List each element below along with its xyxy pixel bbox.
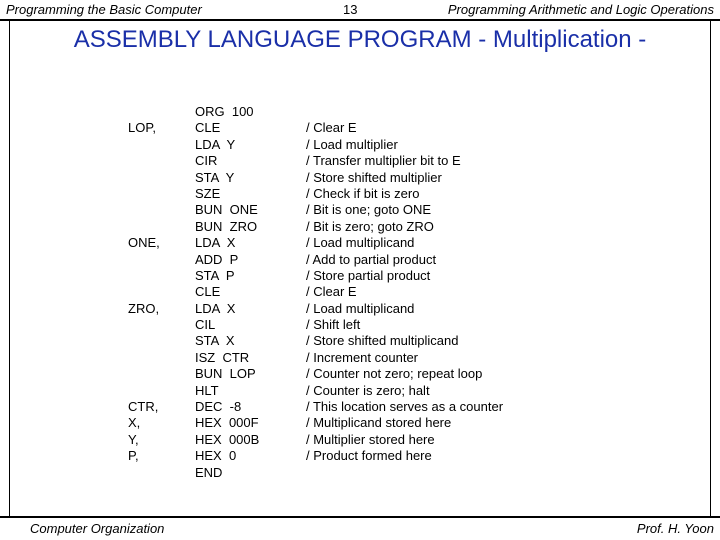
program-label: [128, 350, 188, 366]
program-label: [128, 252, 188, 268]
program-instructions-column: [195, 104, 295, 481]
program-label: [128, 465, 188, 481]
program-label: LOP,: [128, 120, 156, 136]
program-label: [128, 333, 188, 349]
program-comment: / Increment counter: [306, 349, 418, 365]
program-comment: / Transfer multiplier bit to E: [306, 153, 461, 169]
slide-title: ASSEMBLY LANGUAGE PROGRAM - Multiplication -: [73, 26, 647, 53]
program-comment: / Load multiplicand: [306, 235, 415, 251]
program-comment: / Multiplicand stored here: [306, 415, 452, 431]
program-instruction: BUN ONE: [195, 202, 258, 218]
program-label: P,: [128, 448, 139, 464]
program-labels-column: [128, 104, 188, 481]
program-label: ZRO,: [128, 300, 160, 316]
program-instruction: BUN ZRO: [195, 218, 258, 234]
program-comment: / Load multiplicand: [306, 300, 415, 316]
program-label: ONE,: [128, 235, 160, 251]
program-comment: / Bit is zero; goto ZRO: [306, 218, 434, 234]
program-comment: / Counter not zero; repeat loop: [306, 366, 483, 382]
program-instruction: HEX 000F: [195, 415, 259, 431]
program-comment: [306, 104, 706, 120]
program-instruction: ORG 100: [195, 104, 254, 119]
program-instruction: CLE: [195, 120, 221, 136]
program-label: [128, 104, 188, 120]
program-label: CTR,: [128, 399, 159, 415]
program-instruction: STA Y: [195, 169, 235, 185]
program-instruction: LDA X: [195, 300, 236, 316]
program-instruction: STA P: [195, 267, 235, 283]
program-instruction: DEC -8: [195, 399, 242, 415]
program-comment: / Load multiplier: [306, 136, 398, 152]
program-instruction: BUN LOP: [195, 366, 256, 382]
header-section-title: Programming Arithmetic and Logic Operations: [447, 2, 714, 17]
program-comment: / Store shifted multiplier: [306, 169, 442, 185]
program-instruction: HLT: [195, 382, 219, 398]
program-comment: / Store partial product: [306, 267, 431, 283]
program-comment: / Shift left: [306, 317, 361, 333]
program-instruction: ADD P: [195, 251, 239, 267]
program-label: [128, 153, 188, 169]
footer-course-name: Computer Organization: [30, 521, 165, 536]
program-label: X,: [128, 415, 141, 431]
program-instruction: LDA X: [195, 235, 236, 251]
program-instruction: END: [195, 464, 223, 480]
program-label: Y,: [128, 431, 139, 447]
header-rule: [0, 19, 720, 21]
program-label: [128, 170, 188, 186]
program-instruction: LDA Y: [195, 136, 236, 152]
program-comment: / Clear E: [306, 284, 357, 300]
header-course-title: Programming the Basic Computer: [6, 2, 202, 17]
program-comment: [306, 465, 706, 481]
program-label: [128, 186, 188, 202]
program-comment: / Add to partial product: [306, 251, 437, 267]
program-label: [128, 383, 188, 399]
program-label: [128, 202, 188, 218]
program-comments-column: [306, 104, 706, 481]
program-instruction: ISZ CTR: [195, 349, 250, 365]
program-instruction: HEX 0: [195, 448, 237, 464]
program-label: [128, 317, 188, 333]
program-instruction: SZE: [195, 185, 221, 201]
program-instruction: HEX 000B: [195, 431, 260, 447]
program-instruction: CIR: [195, 153, 218, 169]
frame-right-border: [710, 20, 711, 517]
footer-author: Prof. H. Yoon: [636, 521, 714, 536]
program-comment: / Store shifted multiplicand: [306, 333, 459, 349]
program-comment: / Multiplier stored here: [306, 431, 435, 447]
program-label: [128, 366, 188, 382]
page-number: 13: [343, 2, 358, 17]
program-label: [128, 284, 188, 300]
program-comment: / Product formed here: [306, 448, 432, 464]
program-comment: / Check if bit is zero: [306, 185, 420, 201]
footer-rule: [0, 516, 720, 518]
program-label: [128, 219, 188, 235]
program-instruction: STA X: [195, 333, 235, 349]
program-instruction: CLE: [195, 284, 221, 300]
program-comment: / Bit is one; goto ONE: [306, 202, 432, 218]
frame-left-border: [9, 20, 10, 517]
program-instruction: CIL: [195, 317, 216, 333]
program-label: [128, 268, 188, 284]
program-label: [128, 137, 188, 153]
program-comment: / This location serves as a counter: [306, 399, 504, 415]
program-comment: / Counter is zero; halt: [306, 382, 430, 398]
program-comment: / Clear E: [306, 120, 357, 136]
